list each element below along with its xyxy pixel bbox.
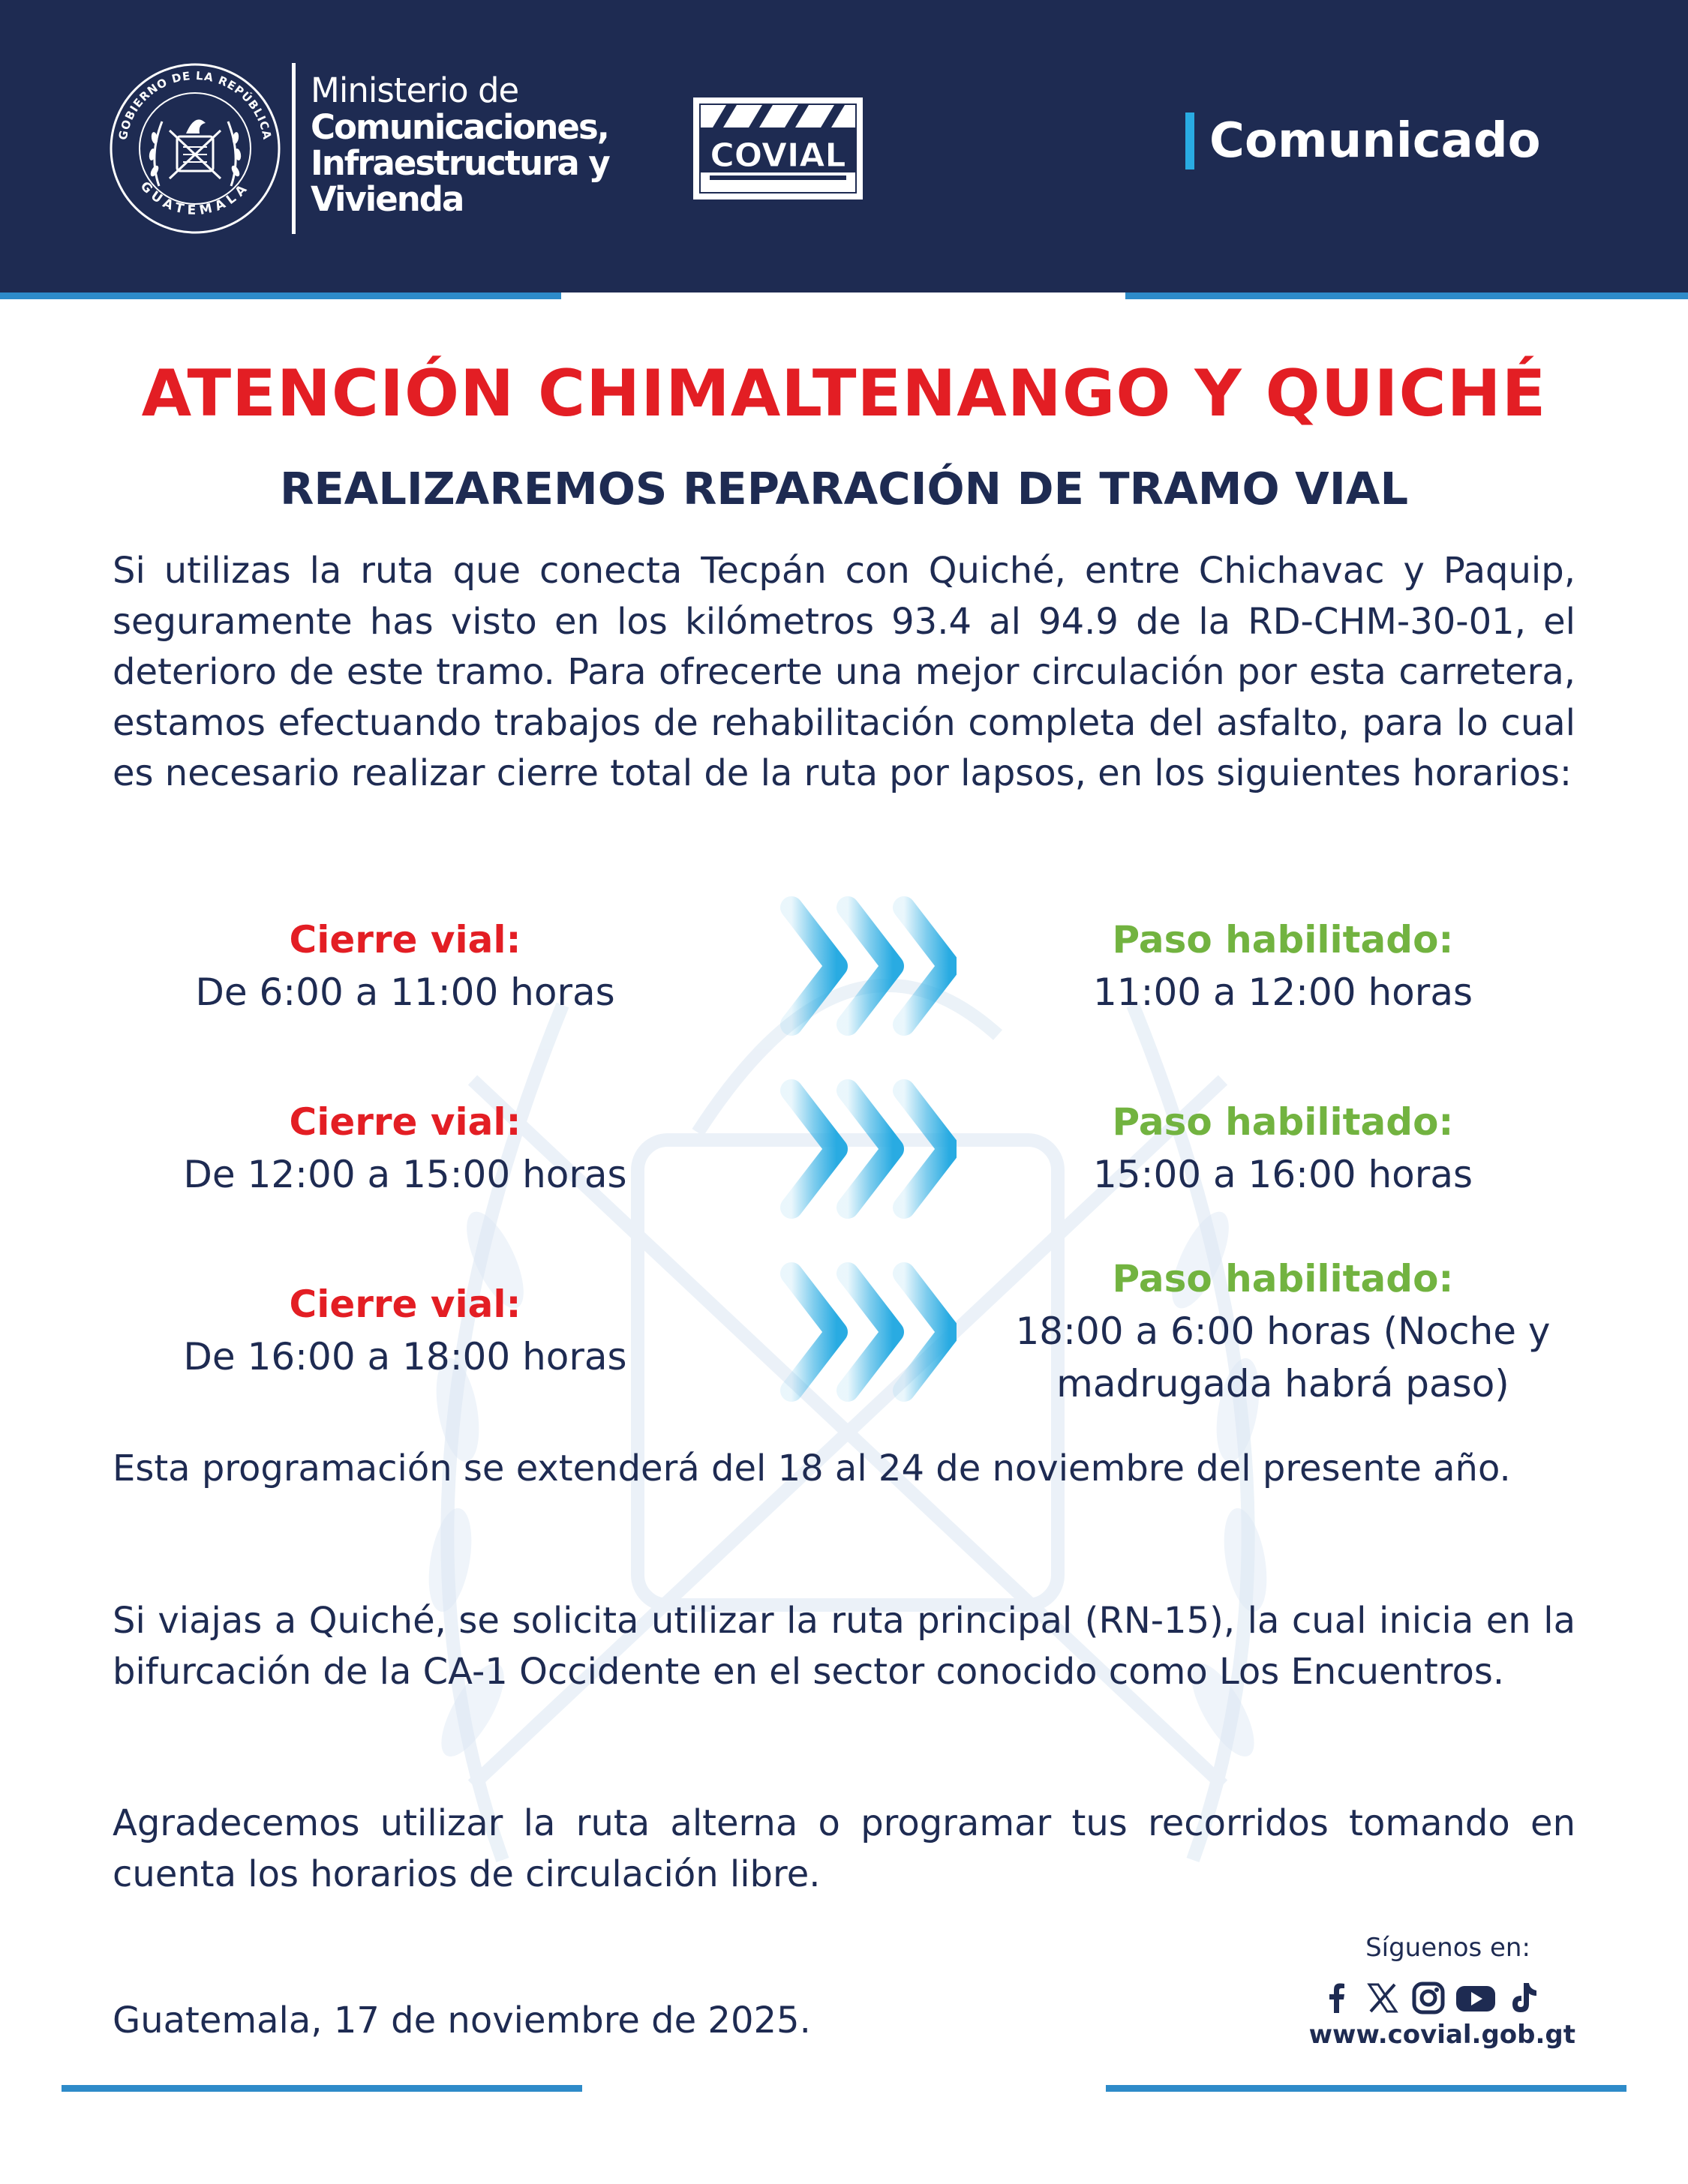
open-time-line-1: 18:00 a 6:00 horas (Noche y — [1015, 1310, 1551, 1353]
schedule-closure-2 — [120, 1096, 690, 1201]
social-icons — [1316, 1977, 1578, 2019]
closure-label: Cierre vial: — [289, 1282, 521, 1326]
ministry-line-3: Infraestructura y — [311, 143, 609, 183]
schedule-open-2 — [990, 1096, 1575, 1201]
header-banner — [0, 0, 1688, 292]
ministry-line-2: Comunicaciones, — [311, 107, 608, 147]
covial-logo-text: COVIAL — [710, 136, 846, 175]
footer-rule-right — [1106, 2085, 1626, 2092]
schedule-closure-1 — [120, 914, 690, 1018]
ministry-line-4: Vivienda — [311, 179, 464, 219]
badge-accent-bar — [1185, 112, 1194, 170]
dates-paragraph: Esta programación se extenderá del 18 al 24 de noviembre del presente año. — [113, 1448, 1511, 1490]
youtube-icon[interactable] — [1453, 1977, 1498, 2019]
closure-time: De 12:00 a 15:00 horas — [183, 1153, 627, 1196]
arrows-icon — [761, 1074, 957, 1224]
header-rule-left — [0, 292, 561, 299]
header-divider — [292, 63, 296, 234]
follow-label: Síguenos en: — [1365, 1933, 1530, 1963]
open-time-line-2: madrugada habrá paso) — [1056, 1362, 1509, 1406]
instagram-icon[interactable] — [1407, 1977, 1449, 2019]
facebook-icon[interactable] — [1316, 1977, 1358, 2019]
x-icon[interactable] — [1362, 1977, 1404, 2019]
closure-time: De 16:00 a 18:00 horas — [183, 1335, 627, 1378]
open-time: 11:00 a 12:00 horas — [1092, 970, 1473, 1014]
comunicado-badge: Comunicado — [1209, 113, 1541, 169]
open-label: Paso habilitado: — [1112, 1100, 1454, 1144]
schedule-open-1 — [990, 914, 1575, 1018]
svg-text:GUATEMALA — [137, 178, 253, 218]
guatemala-seal-logo — [105, 58, 285, 238]
route-paragraph: Si viajas a Quiché, se solicita utilizar la ruta principal (RN-15), la cual inicia en la bifurcación de la CA-1 Occidente en el sector conocido como Los Encuentros. — [113, 1600, 1575, 1693]
ministry-line-1: Ministerio de — [311, 70, 519, 110]
header-rule-right — [1125, 292, 1688, 299]
footer-rule-left — [62, 2085, 582, 2092]
subheadline: REALIZAREMOS REPARACIÓN DE TRAMO VIAL — [279, 463, 1409, 514]
closure-time: De 6:00 a 11:00 horas — [195, 970, 615, 1014]
schedule-open-3 — [975, 1252, 1590, 1410]
website-link[interactable]: www.covial.gob.gt — [1308, 2020, 1575, 2050]
open-time: 15:00 a 16:00 horas — [1092, 1153, 1473, 1196]
covial-logo — [693, 98, 863, 200]
closure-label: Cierre vial: — [289, 918, 521, 962]
schedule-closure-3 — [120, 1278, 690, 1383]
dateline: Guatemala, 17 de noviembre de 2025. — [113, 2000, 811, 2042]
open-label: Paso habilitado: — [1112, 918, 1454, 962]
headline: ATENCIÓN CHIMALTENANGO Y QUICHÉ — [141, 356, 1547, 431]
thanks-paragraph: Agradecemos utilizar la ruta alterna o programar tus recorridos tomando en cuenta los horarios de circulación libre. — [113, 1802, 1575, 1895]
seal-text-bottom: GUATEMALA — [137, 178, 254, 219]
seal-text-top: GOBIERNO DE LA REPÚBLICA — [116, 68, 275, 142]
arrows-icon — [761, 1257, 957, 1407]
intro-paragraph: Si utilizas la ruta que conecta Tecpán con Quiché, entre Chichavac y Paquip, seguramente has visto en los kilómetros 93.4 al 94.9 de la RD-CHM-30-01, el deterioro de este tramo. Para ofrecerte una mejor circulación por esta carretera, estamos efectuando trabajos de rehabilitación completa del asfalto, para lo cual es necesario realizar cierre total de la ruta por lapsos, en los siguientes horarios: — [113, 550, 1575, 794]
closure-label: Cierre vial: — [289, 1100, 521, 1144]
ministry-name — [311, 72, 671, 218]
tiktok-icon[interactable] — [1502, 1977, 1544, 2019]
arrows-icon — [761, 891, 957, 1041]
open-label: Paso habilitado: — [1112, 1257, 1454, 1300]
